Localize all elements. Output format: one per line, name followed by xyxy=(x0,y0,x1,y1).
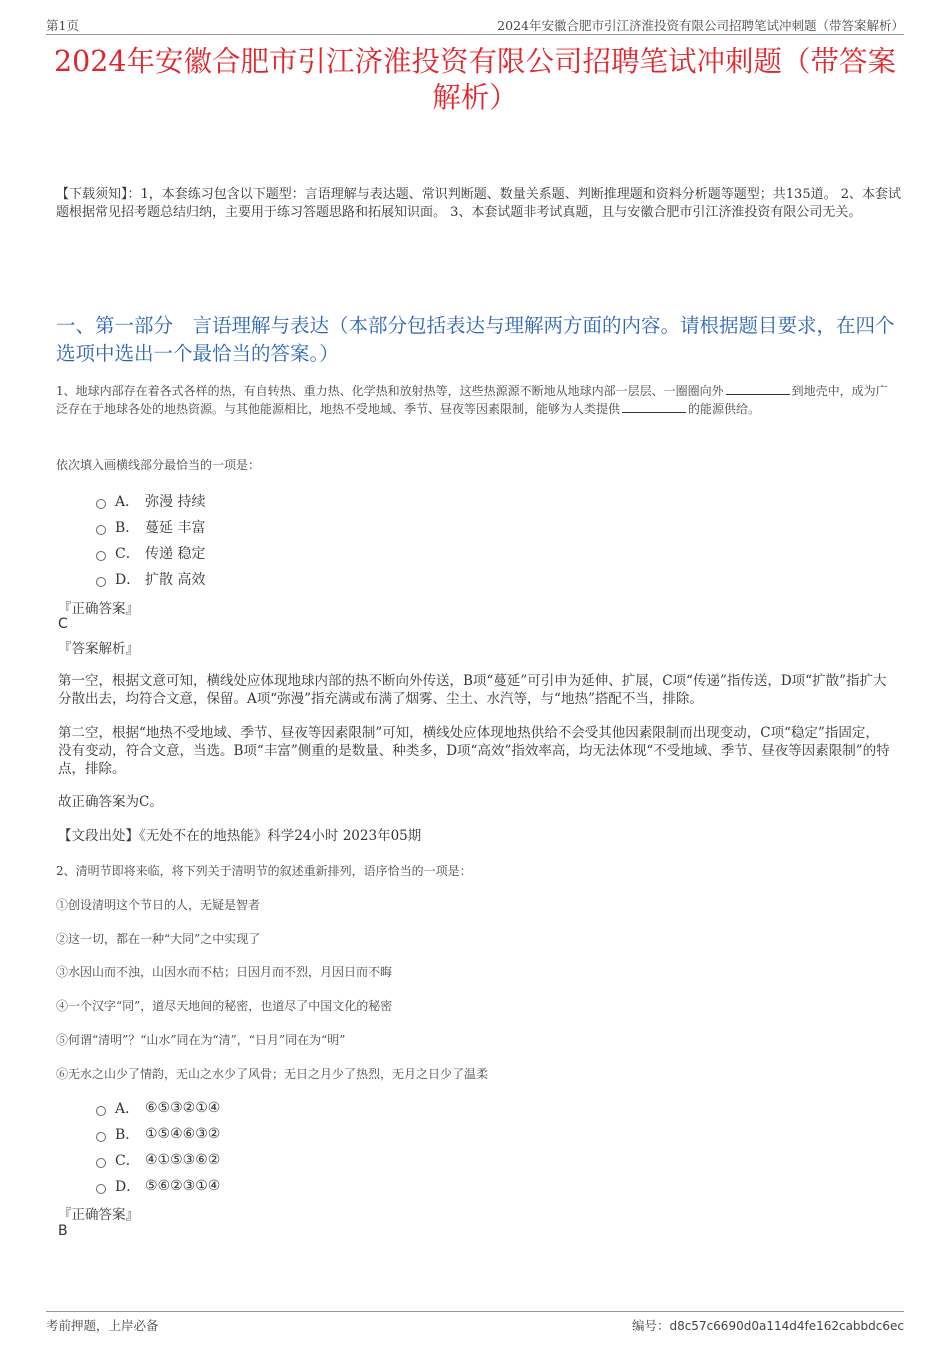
list-item: ②这一切，都在一种“大同”之中实现了 xyxy=(56,932,261,946)
question-2-text: 2、清明节即将来临，将下列关于清明节的叙述重新排列，语序恰当的一项是： xyxy=(56,864,472,878)
analysis-label: 『答案解析』 xyxy=(58,641,139,657)
answer-value: B xyxy=(58,1223,68,1239)
footer-slogan: 考前押题，上岸必备 xyxy=(46,1318,159,1333)
answer-label: 『正确答案』 xyxy=(58,601,139,617)
radio-icon[interactable] xyxy=(96,577,106,587)
list-item: ③水因山而不浊，山因水而不枯；日因月而不烈，月因日而不晦 xyxy=(56,965,393,979)
text-source: 【文段出处】《无处不在的地热能》科学24小时 2023年05期 xyxy=(58,828,422,844)
question-2-options xyxy=(96,1095,220,1199)
option-b[interactable]: B． 蔓延 丰富 xyxy=(96,514,205,540)
page-header xyxy=(46,14,904,35)
radio-icon[interactable] xyxy=(96,1106,106,1116)
list-item: ④一个汉字“同”，道尽天地间的秘密，也道尽了中国文化的秘密 xyxy=(56,999,393,1013)
radio-icon[interactable] xyxy=(96,1158,106,1168)
option-c[interactable]: C． 传递 稳定 xyxy=(96,540,205,566)
blank-1 xyxy=(726,382,790,395)
analysis-paragraph-2: 第二空，根据“地热不受地域、季节、昼夜等因素限制”可知，横线处应体现地热供给不会受其他因素限制而出现变动，C项“稳定”指固定，没有变动，符合文意，当选。B项“丰富”侧重的是数量、种类多，D项“高效”指效率高，均无法体现“不受地域、季节、昼夜等因素限制”的特点，排除。 xyxy=(58,725,890,777)
page-number: 第1页 xyxy=(46,18,79,33)
page-footer xyxy=(46,1311,904,1334)
answer-label: 『正确答案』 xyxy=(58,1207,139,1223)
list-item: ⑤何谓“清明”？“山水”同在为“清”，“日月”同在为“明” xyxy=(56,1033,346,1047)
section-title: 一、第一部分 言语理解与表达（本部分包括表达与理解两方面的内容。请根据题目要求，在四个选项中选出一个最恰当的答案。） xyxy=(56,314,895,365)
option-c[interactable]: C． ④①⑤③⑥② xyxy=(96,1147,220,1173)
option-a[interactable]: A． ⑥⑤③②①④ xyxy=(96,1095,220,1121)
list-item: ①创设清明这个节日的人，无疑是智者 xyxy=(56,898,261,912)
radio-icon[interactable] xyxy=(96,551,106,561)
option-d[interactable]: D． 扩散 高效 xyxy=(96,566,205,592)
radio-icon[interactable] xyxy=(96,499,106,509)
header-doc-title: 2024年安徽合肥市引江济淮投资有限公司招聘笔试冲刺题（带答案解析） xyxy=(497,18,904,33)
option-a[interactable]: A． 弥漫 持续 xyxy=(96,488,205,514)
analysis-paragraph-1: 第一空，根据文意可知，横线处应体现地球内部的热不断向外传送，B项“蔓延”可引申为延伸、扩展，C项“传递”指传送，D项“扩散”指扩大分散出去，均符合文意，保留。A项“弥漫”指充满或布满了烟雾、尘土、水汽等，与“地热”搭配不当，排除。 xyxy=(58,673,887,707)
download-notice: 【下载须知】：1，本套练习包含以下题型：言语理解与表达题、常识判断题、数量关系题、判断推理题和资料分析题等题型；共135道。 2、本套试题根据常见招考题总结归纳，主要用于练习答题思路和拓展知识面。 3、本套试题非考试真题，且与安徽合肥市引江济淮投资有限公司无关。 xyxy=(56,187,901,220)
document-code: 编号：d8c57c6690d0a114d4fe162cabbdc6ec xyxy=(631,1318,904,1333)
list-item: ⑥无水之山少了情韵，无山之水少了风骨；无日之月少了热烈，无月之日少了温柔 xyxy=(56,1067,489,1081)
question-1-instruction: 依次填入画横线部分最恰当的一项是： xyxy=(56,458,261,472)
radio-icon[interactable] xyxy=(96,1184,106,1194)
radio-icon[interactable] xyxy=(96,525,106,535)
answer-value: C xyxy=(58,616,68,632)
question-1-options xyxy=(96,488,205,592)
question-1-text: 1、地球内部存在着各式各样的热，有自转热、重力热、化学热和放射热等，这些热源源不断地从地球内部一层层、一圈圈向外 到地壳中，成为广泛存在于地球各处的地热资源。与其他能源相比，地热不受地域、季节、昼夜等因素限制，能够为人类提供 的能源供给。 xyxy=(56,384,888,416)
document-title: 2024年安徽合肥市引江济淮投资有限公司招聘笔试冲刺题（带答案解析） xyxy=(53,45,897,114)
option-d[interactable]: D． ⑤⑥②③①④ xyxy=(96,1173,220,1199)
radio-icon[interactable] xyxy=(96,1132,106,1142)
analysis-conclusion: 故正确答案为C。 xyxy=(58,794,163,810)
blank-2 xyxy=(622,400,686,413)
option-b[interactable]: B． ①⑤④⑥③② xyxy=(96,1121,220,1147)
